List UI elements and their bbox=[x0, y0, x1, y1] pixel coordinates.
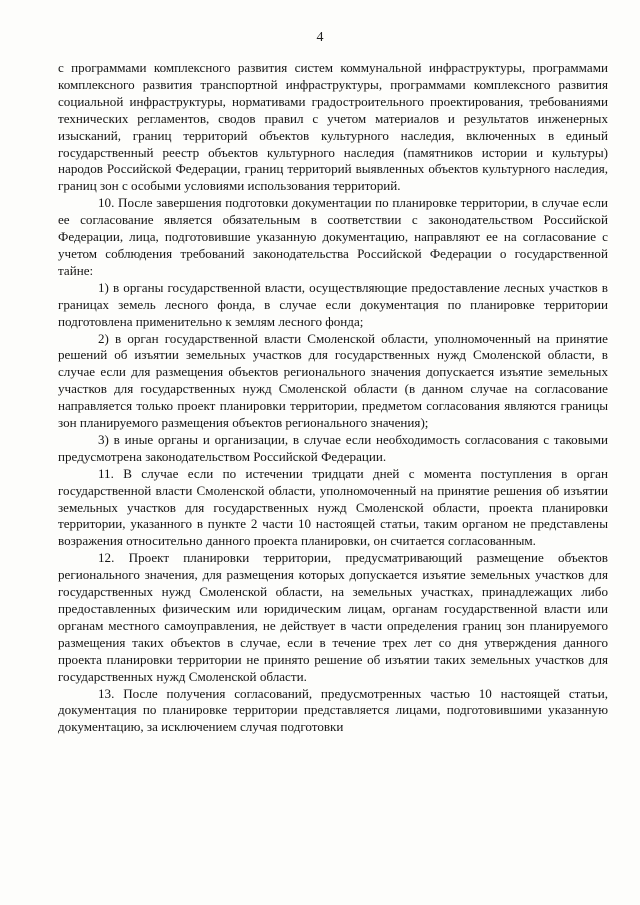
paragraph-subitem-2: 2) в орган государственной власти Смоленской области, уполномоченный на принятие решений об изъятии земельных участков для государственных нужд Смоленской области, в случае если для размещения объектов регионального значения допускается изъятие земельных участков для государственных нужд Смоленской области (в данном случае на согласование направляется только проект планировки территории, предметом согласования являются границы зон планируемого размещения объектов регионального значения); bbox=[58, 330, 608, 431]
page-number: 4 bbox=[316, 30, 324, 45]
paragraph-item-10: 10. После завершения подготовки документации по планировке территории, в случае если ее согласование является обязательным в соответствии с законодательством Российской Федерации, лица, подготовившие указанную документацию, направляют ее на согласование с учетом соблюдения требований законодательства Российской Федерации о государственной тайне: bbox=[58, 195, 608, 278]
paragraph-item-13: 13. После получения согласований, предусмотренных частью 10 настоящей статьи, документация по планировке территории представляется лицами, подготовившими указанную документацию, за исключением случая подготовки bbox=[58, 685, 608, 735]
paragraph-continuation: с программами комплексного развития систем коммунальной инфраструктуры, программами комплексного развития транспортной инфраструктуры, программами комплексного развития социальной инфраструктуры, нормативами градостроительного проектирования, требованиями технических регламентов, сводов правил с учетом материалов и результатов инженерных изысканий, границ территорий объектов культурного наследия, включенных в единый государственный реестр объектов культурного наследия (памятников истории и культуры) народов Российской Федерации, границ территорий выявленных объектов культурного наследия, границ зон с особыми условиями использования территорий. bbox=[58, 60, 608, 194]
document-body bbox=[58, 60, 608, 736]
paragraph-subitem-3: 3) в иные органы и организации, в случае если необходимость согласования с таковыми предусмотрена законодательством Российской Федерации. bbox=[58, 431, 608, 464]
paragraph-item-12: 12. Проект планировки территории, предусматривающий размещение объектов регионального значения, для размещения которых допускается изъятие земельных участков для государственных нужд Смоленской области, на земельных участках, принадлежащих либо предоставленных физическим или юридическим лицам, органам государственной власти или органам местного самоуправления, не действует в части определения границ зон планируемого размещения таких объектов в случае, если в течение трех лет со дня утверждения данного проекта планировки территории не принято решение об изъятии таких земельных участков для государственных нужд Смоленской области. bbox=[58, 550, 608, 684]
paragraph-item-11: 11. В случае если по истечении тридцати дней с момента поступления в орган государственной власти Смоленской области, уполномоченный на принятие решения об изъятии земельных участков для государственных нужд Смоленской области, проекта планировки территории, указанного в пункте 2 части 10 настоящей статьи, таким органом не представлены возражения относительно данного проекта планировки, он считается согласованным. bbox=[58, 465, 608, 549]
paragraph-subitem-1: 1) в органы государственной власти, осуществляющие предоставление лесных участков в границах земель лесного фонда, в случае если документация по планировке территории подготовлена применительно к землям лесного фонда; bbox=[58, 279, 608, 329]
